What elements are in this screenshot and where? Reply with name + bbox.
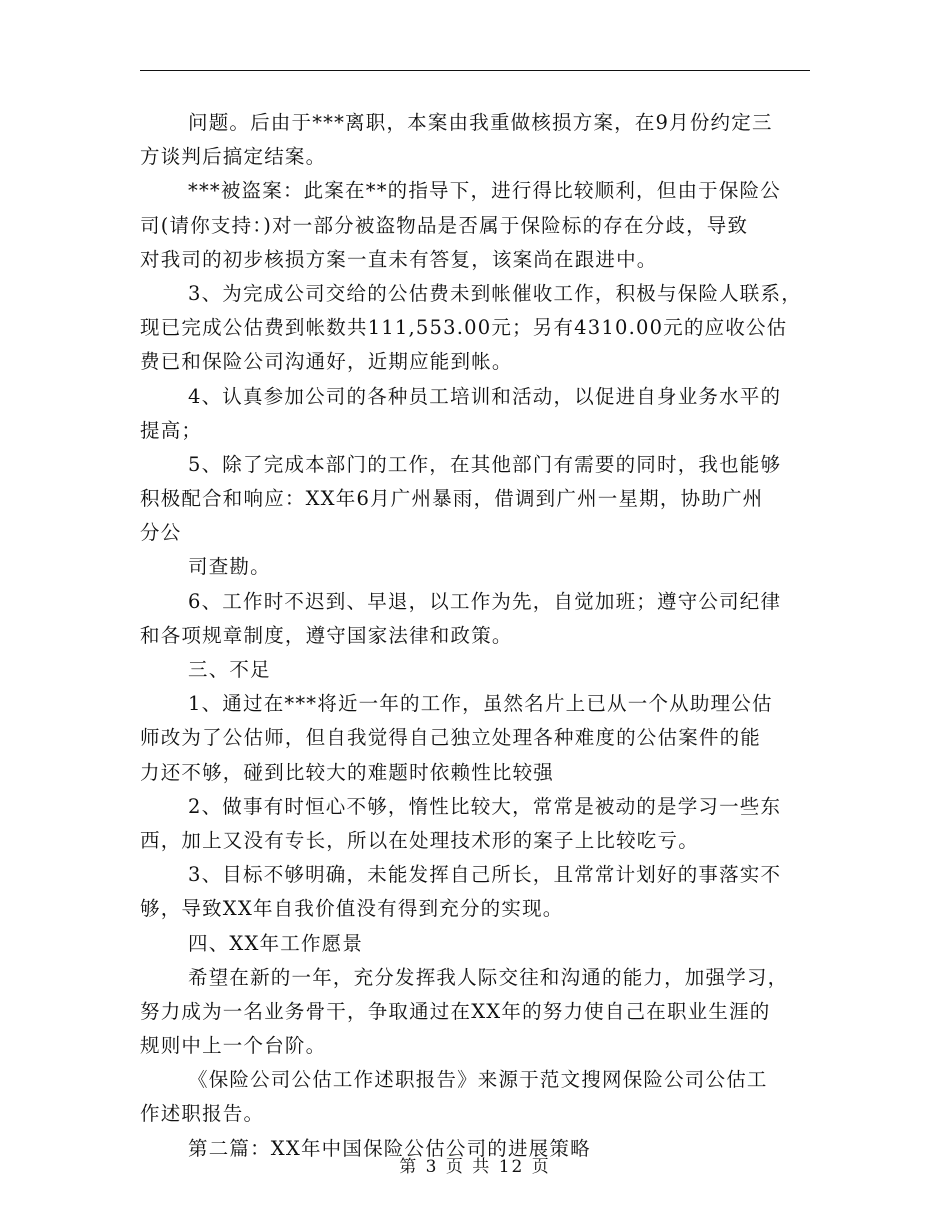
text-line: 四、XX年工作愿景	[188, 931, 364, 955]
text-line: ***被盗案：此案在**的指导下，进行得比较顺利，但由于保险公	[188, 179, 781, 203]
text-line: 希望在新的一年，充分发挥我人际交往和沟通的能力，加强学习，	[188, 965, 789, 989]
text-line: 西，加上又没有专长，所以在处理技术形的案子上比较吃亏。	[140, 828, 699, 852]
text-line: 司(请你支持：)对一部分被盗物品是否属于保险标的存在分歧，导致	[140, 213, 749, 237]
text-line: 4、认真参加公司的各种员工培训和活动，以促进自身业务水平的	[188, 384, 782, 408]
text-line: 方谈判后搞定结案。	[140, 145, 327, 169]
text-line: 对我司的初步核损方案一直未有答复，该案尚在跟进中。	[140, 247, 658, 271]
text-line: 费已和保险公司沟通好，近期应能到帐。	[140, 350, 513, 374]
header-rule	[140, 70, 810, 71]
text-line: 积极配合和响应：XX年6月广州暴雨，借调到广州一星期，协助广州	[140, 487, 764, 511]
text-line: 问题。后由于***离职，本案由我重做核损方案，在9月份约定三	[188, 111, 773, 134]
text-line: 规则中上一个台阶。	[140, 1034, 327, 1058]
text-line: 5、除了完成本部门的工作，在其他部门有需要的同时，我也能够	[188, 452, 782, 476]
text-line: 努力成为一名业务骨干，争取通过在XX年的努力使自己在职业生涯的	[140, 999, 771, 1023]
text-line: 1、通过在***将近一年的工作，虽然名片上已从一个从助理公估	[188, 692, 773, 716]
text-line: 力还不够，碰到比较大的难题时依赖性比较强	[140, 760, 555, 784]
text-line: 司查勘。	[188, 555, 271, 579]
page-footer: 第 3 页 共 12 页	[399, 1157, 551, 1177]
text-line: 三、不足	[188, 658, 271, 681]
text-line: 3、目标不够明确，未能发挥自己所长，且常常计划好的事落实不	[188, 863, 782, 887]
text-line: 作述职报告。	[140, 1102, 265, 1126]
text-line: 6、工作时不迟到、早退，以工作为先，自觉加班；遵守公司纪律	[188, 589, 782, 613]
text-line: 够，导致XX年自我价值没有得到充分的实现。	[140, 897, 564, 921]
body-text	[140, 106, 820, 1166]
text-line: 和各项规章制度，遵守国家法律和政策。	[140, 623, 513, 647]
text-line: 分公	[140, 521, 182, 545]
text-line: 师改为了公估师，但自我觉得自己独立处理各种难度的公估案件的能	[140, 726, 762, 750]
text-line: 现已完成公估费到帐数共111,553.00元；另有4310.00元的应收公估	[140, 316, 788, 340]
text-line: 3、为完成公司交给的公估费未到帐催收工作，积极与保险人联系，	[188, 281, 802, 305]
text-line: 《保险公司公估工作述职报告》来源于范文搜网保险公司公估工	[188, 1068, 768, 1092]
text-line: 第二篇：XX年中国保险公估公司的进展策略	[188, 1136, 591, 1160]
text-line: 2、做事有时恒心不够，惰性比较大，常常是被动的是学习一些东	[188, 794, 782, 818]
text-line: 提高；	[140, 418, 203, 442]
